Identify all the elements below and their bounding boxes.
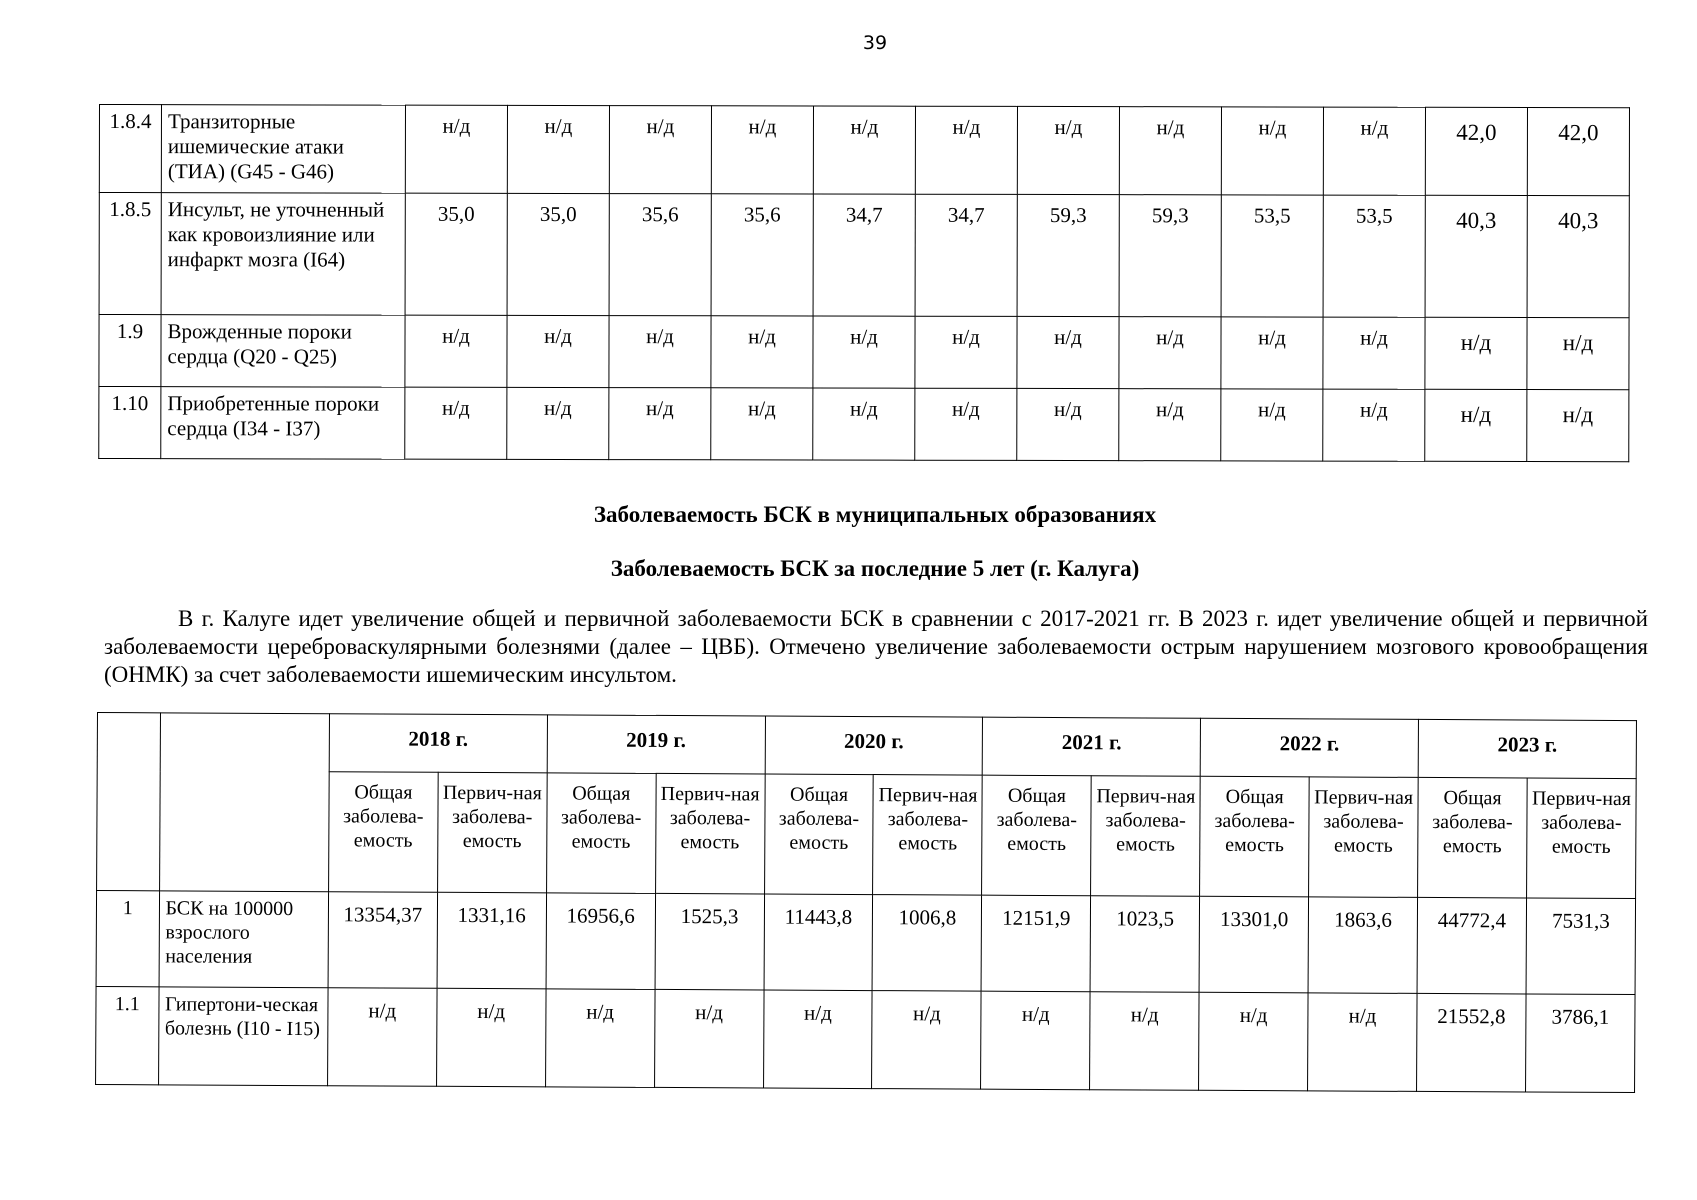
row-name: БСК на 100000 взрослого населения — [159, 891, 329, 988]
table-cell: н/д — [1119, 317, 1221, 389]
table-cell: 11443,8 — [764, 894, 873, 991]
year-header: 2022 г. — [1200, 718, 1418, 777]
table-cell: 1863,6 — [1308, 897, 1417, 994]
table-cell: н/д — [1527, 317, 1629, 389]
table-cell: н/д — [1308, 993, 1417, 1092]
row-name: Транзиторные ишемические атаки (ТИА) (G45 - G46) — [161, 105, 405, 194]
general-incidence-header: Общая заболева-емость — [982, 775, 1092, 896]
table-cell: н/д — [711, 388, 813, 460]
table-cell: 1331,16 — [437, 892, 546, 989]
table-cell: н/д — [1221, 317, 1323, 389]
row-code: 1.8.5 — [99, 193, 161, 315]
table-cell: н/д — [609, 106, 711, 194]
table-cell: н/д — [507, 105, 609, 193]
year-header: 2019 г. — [547, 715, 765, 774]
empty-header-cell — [159, 713, 329, 892]
table-cell: н/д — [405, 105, 507, 193]
table-cell: 21552,8 — [1417, 993, 1526, 1092]
table-cell: н/д — [436, 988, 545, 1087]
table-cell: 34,7 — [813, 194, 915, 316]
table-cell: н/д — [545, 989, 654, 1088]
table-cell: н/д — [915, 388, 1017, 460]
table-cell: 35,0 — [405, 193, 507, 315]
page-number: 39 — [862, 32, 888, 54]
table-row — [99, 315, 1629, 390]
table-cell: 35,0 — [507, 193, 609, 315]
general-incidence-header: Общая заболева-емость — [764, 774, 874, 895]
table-cell: 40,3 — [1425, 195, 1527, 317]
table-cell: н/д — [1323, 107, 1425, 195]
table-kaluga-5-years — [95, 712, 1637, 1093]
row-name: Врожденные пороки сердца (Q20 - Q25) — [161, 315, 405, 388]
table-cell: н/д — [654, 989, 763, 1088]
table-cell: н/д — [1221, 107, 1323, 195]
table-cell: н/д — [915, 106, 1017, 194]
table-cell: н/д — [405, 387, 507, 459]
general-incidence-header: Общая заболева-емость — [1200, 776, 1310, 897]
table-cell: н/д — [1425, 389, 1527, 461]
table-cell: 42,0 — [1425, 107, 1527, 195]
table-cell: н/д — [1323, 317, 1425, 389]
table-cell: н/д — [609, 316, 711, 388]
primary-incidence-header: Первич-ная заболева-емость — [1309, 777, 1419, 898]
table-cardio-rates-continued — [98, 104, 1630, 462]
table-cell: н/д — [507, 315, 609, 387]
primary-incidence-header: Первич-ная заболева-емость — [437, 772, 547, 893]
row-code: 1.9 — [99, 315, 161, 387]
table-cell: 13354,37 — [328, 892, 437, 989]
table-cell: 44772,4 — [1417, 897, 1526, 994]
table-cell: н/д — [872, 991, 981, 1090]
table-cell: н/д — [813, 106, 915, 194]
table-cell: н/д — [405, 315, 507, 387]
table-cell: 1525,3 — [655, 893, 764, 990]
table-row — [96, 986, 1635, 1092]
table-cell: н/д — [1425, 317, 1527, 389]
row-name: Приобретенные пороки сердца (I34 - I37) — [161, 387, 405, 460]
row-code: 1.8.4 — [99, 105, 161, 193]
row-code: 1 — [96, 891, 159, 987]
table-cell: н/д — [1017, 316, 1119, 388]
primary-incidence-header: Первич-ная заболева-емость — [873, 775, 983, 896]
table-cell: н/д — [813, 316, 915, 388]
row-code: 1.10 — [99, 387, 161, 459]
primary-incidence-header: Первич-ная заболева-емость — [655, 773, 765, 894]
year-header: 2021 г. — [983, 717, 1201, 776]
table-cell: 59,3 — [1017, 194, 1119, 316]
table-cell: н/д — [609, 388, 711, 460]
table-cell: н/д — [763, 990, 872, 1089]
table-cell: 34,7 — [915, 194, 1017, 316]
table-cell: 40,3 — [1527, 195, 1629, 317]
primary-incidence-header: Первич-ная заболева-емость — [1527, 778, 1637, 899]
year-header: 2020 г. — [765, 716, 983, 775]
table-cell: н/д — [1017, 106, 1119, 194]
table-cell: 7531,3 — [1526, 898, 1636, 995]
subsection-heading: Заболеваемость БСК за последние 5 лет (г. Калуга) — [610, 556, 1140, 581]
table-cell: н/д — [1221, 389, 1323, 461]
table-cell: 59,3 — [1119, 195, 1221, 317]
year-header-row — [97, 713, 1636, 779]
table-cell: н/д — [915, 316, 1017, 388]
table-cell: 53,5 — [1221, 195, 1323, 317]
table-cell: н/д — [981, 991, 1090, 1090]
table-row — [99, 105, 1629, 196]
table-row — [99, 387, 1629, 462]
table-cell: 35,6 — [609, 194, 711, 316]
table-cell: н/д — [1527, 389, 1629, 461]
table-cell: н/д — [1017, 388, 1119, 460]
table-cell: н/д — [1323, 389, 1425, 461]
table-cell: н/д — [1119, 389, 1221, 461]
empty-header-cell — [97, 713, 160, 891]
table-cell: н/д — [711, 316, 813, 388]
row-code: 1.1 — [96, 986, 159, 1084]
year-header: 2023 г. — [1418, 719, 1636, 778]
table-cell: 35,6 — [711, 194, 813, 316]
general-incidence-header: Общая заболева-емость — [1418, 777, 1528, 898]
primary-incidence-header: Первич-ная заболева-емость — [1091, 776, 1201, 897]
body-paragraph: В г. Калуге идет увеличение общей и первичной заболеваемости БСК в сравнении с 2017-2021 гг. В 2023 г. идет увеличение общей и первичной заболеваемости цереброваскулярными болезнями (далее – ЦВБ). Отмечено увеличение заболеваемости острым нарушением мозгового кровообращения (ОНМК) за счет заболеваемости ишемическим инсультом. — [104, 606, 1648, 687]
table-cell: н/д — [813, 388, 915, 460]
table-cell: 1023,5 — [1090, 896, 1199, 993]
table-cell: 1006,8 — [873, 895, 982, 992]
table-row — [96, 891, 1635, 995]
table-cell: н/д — [1119, 107, 1221, 195]
general-incidence-header: Общая заболева-емость — [328, 772, 438, 893]
table-cell: н/д — [1090, 992, 1199, 1091]
table-cell: 42,0 — [1527, 107, 1629, 195]
year-header: 2018 г. — [329, 714, 547, 773]
table-cell: н/д — [327, 988, 436, 1087]
table-cell: н/д — [507, 387, 609, 459]
table-cell: 53,5 — [1323, 195, 1425, 317]
row-name: Гипертони-ческая болезнь (I10 - I15) — [158, 987, 328, 1086]
general-incidence-header: Общая заболева-емость — [546, 773, 656, 894]
table-cell: 13301,0 — [1199, 896, 1308, 993]
table-cell: 12151,9 — [981, 895, 1090, 992]
table-cell: 16956,6 — [546, 893, 655, 990]
table-cell: н/д — [1199, 992, 1308, 1091]
row-name: Инсульт, не уточненный как кровоизлияние или инфаркт мозга (I64) — [161, 193, 405, 316]
section-heading: Заболеваемость БСК в муниципальных образованиях — [593, 502, 1157, 527]
table-cell: 3786,1 — [1525, 994, 1635, 1093]
table-cell: н/д — [711, 106, 813, 194]
table-row — [99, 193, 1629, 318]
